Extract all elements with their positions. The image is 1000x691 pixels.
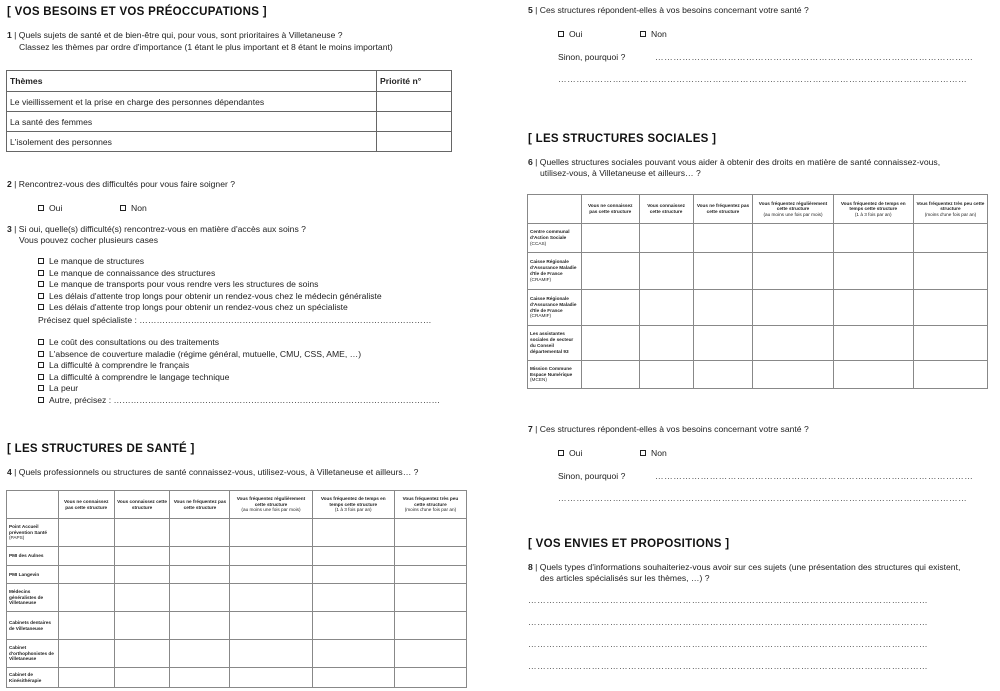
corner-cell [7,491,59,519]
answer-cell[interactable] [639,290,693,326]
priority-input[interactable] [377,92,452,112]
question-1 [7,30,457,41]
answer-cell[interactable] [913,361,987,389]
col-header [639,195,693,224]
priority-input[interactable] [377,112,452,132]
answer-cell[interactable] [639,224,693,253]
answer-cell[interactable] [58,566,114,584]
q8-answer-line[interactable]: …………………………………………………………………………………………………………………… [528,595,929,605]
q8-answer-line[interactable]: …………………………………………………………………………………………………………………… [528,661,929,671]
question-2 [7,179,235,190]
answer-cell[interactable] [394,668,466,688]
checkbox[interactable] [120,205,126,211]
table-row [528,224,988,253]
row-label [7,668,59,688]
col-header-text: Vous ne connaissez pas cette structure [588,203,633,214]
option-label: L'absence de couverture maladie (régime général, mutuelle, CMU, CSS, AME, …) [49,348,362,359]
theme-cell: La santé des femmes [7,112,377,132]
question-3-instruction: Vous pouvez cocher plusieurs cases [19,235,159,245]
table-row [7,584,467,612]
q3-option[interactable] [38,279,382,291]
answer-cell[interactable] [753,253,833,290]
table-row [7,547,467,566]
col-header-text: Vous fréquentez de temps en temps cette structure [320,496,386,507]
q7-no-option[interactable] [640,448,667,460]
checkbox[interactable] [38,270,44,276]
question-8-line2: des articles spécialisés sur les thèmes, …) ? [540,573,710,583]
answer-cell[interactable] [833,361,913,389]
answer-cell[interactable] [581,290,639,326]
checkbox[interactable] [38,339,44,345]
answer-cell[interactable] [394,519,466,547]
health-structures-table [6,490,467,688]
answer-cell[interactable] [833,290,913,326]
checkbox[interactable] [38,374,44,380]
answer-cell[interactable] [833,224,913,253]
answer-cell[interactable] [693,361,753,389]
col-header-note: (moins d'une fois par an) [404,507,457,513]
question-text: | Quelles structures sociales pouvant vous aider à obtenir des droits en matière de santé connaissez-vous, [535,157,941,167]
q3-option[interactable] [38,256,382,268]
table-row [7,612,467,640]
col-header-text: Vous connaissez cette structure [647,203,685,214]
answer-cell[interactable] [312,566,394,584]
option-label: Oui [569,448,583,458]
row-label-text: Cabinet d'orthophonistes de Villetaneuse [9,644,54,662]
answer-cell[interactable] [170,547,230,566]
col-header-note: (1 à 3 fois par an) [854,211,892,217]
q7-answer-line[interactable]: ……………………………………………………………………………………………………………………… [558,493,968,503]
question-text: | Ces structures répondent-elles à vos besoins concernant votre santé ? [535,424,809,434]
question-text: | Quels professionnels ou structures de santé connaissez-vous, utilisez-vous, à Villetaneuse et ailleurs… ? [14,467,419,477]
col-header [753,195,833,224]
question-text: | Rencontrez-vous des difficultés pour vous faire soigner ? [14,179,236,189]
themes-header: Thèmes [7,71,377,92]
option-label: Non [651,448,667,458]
q7-why-line[interactable]: …………………………………………………………………………………………… [655,471,974,481]
answer-cell[interactable] [114,668,170,688]
col-header [58,491,114,519]
answer-cell[interactable] [230,612,312,640]
q3-option[interactable] [38,268,382,280]
col-header-text: Vous ne fréquentez pas cette structure [696,203,750,214]
col-header [170,491,230,519]
question-3 [7,224,306,235]
table-row [7,132,452,152]
question-text: | Quels types d'informations souhaiteriez-vous avoir sur ces sujets (une présentation des structures qui existent, [535,562,961,572]
priority-header: Priorité n° [377,71,452,92]
col-header-text: Vous fréquentez très peu cette structure [916,200,985,212]
checkbox[interactable] [38,362,44,368]
row-label-text: Mission Commune Espace Numérique [530,365,573,377]
option-label: Le coût des consultations ou des traitements [49,337,220,347]
answer-cell[interactable] [639,253,693,290]
row-label-sub: (CRAMIF) [530,276,552,282]
question-7 [528,424,809,435]
option-label: Les délais d'attente trop longs pour obtenir un rendez-vous chez un spécialiste [49,302,348,313]
answer-cell[interactable] [581,326,639,361]
row-label-text: PMI Langevin [9,571,40,577]
answer-cell[interactable] [114,584,170,612]
answer-cell[interactable] [639,361,693,389]
answer-cell[interactable] [58,640,114,668]
row-label-text: Point Accueil prévention Santé [9,523,48,535]
option-label: Les délais d'attente trop longs pour obtenir un rendez-vous chez le médecin généraliste [49,290,382,301]
q3-option[interactable] [38,302,382,314]
row-label-text: Les assistantes sociales de secteur du Conseil départemental 93 [530,331,574,354]
question-text: | Quels sujets de santé et de bien-être qui, pour vous, sont prioritaires à Villetaneuse ? [14,30,343,40]
col-header-text: Vous ne connaissez pas cette structure [63,498,109,510]
q2-yes-option[interactable] [38,203,62,215]
col-header-note: (moins d'une fois par an) [924,211,977,217]
section-title-wishes: [ VOS ENVIES ET PROPOSITIONS ] [528,538,730,550]
checkbox[interactable] [38,397,44,403]
option-label: La peur [49,383,79,394]
col-header-note: (au moins une fois par mois) [241,507,301,513]
col-header-text: Vous fréquentez de temps en temps cette structure [840,200,906,212]
question-number: 7 [528,424,533,434]
col-header [693,195,753,224]
answer-cell[interactable] [693,326,753,361]
table-row [7,112,452,132]
option-label: Oui [569,29,583,39]
q5-answer-line[interactable]: ……………………………………………………………………………………………………………………… [558,74,968,84]
col-header [913,195,987,224]
q5-no-option[interactable] [640,29,667,41]
answer-cell[interactable] [170,584,230,612]
corner-cell [528,195,582,224]
answer-cell[interactable] [312,547,394,566]
col-header [114,491,170,519]
checkbox[interactable] [640,31,646,37]
row-label [7,566,59,584]
answer-cell[interactable] [312,584,394,612]
row-label [7,547,59,566]
col-header-text: Vous fréquentez très peu cette structure [402,496,459,507]
answer-cell[interactable] [312,640,394,668]
answer-cell[interactable] [230,566,312,584]
row-label-sub: (CRAMIF) [530,313,552,319]
table-row [528,361,988,389]
question-number: 6 [528,157,533,167]
table-row [528,290,988,326]
option-label: La difficulté à comprendre le français [49,360,190,371]
q3-option[interactable] [38,291,382,303]
col-header [581,195,639,224]
answer-cell[interactable] [693,224,753,253]
answer-cell[interactable] [581,224,639,253]
table-row [7,668,467,688]
answer-cell[interactable] [394,640,466,668]
section-title-social: [ LES STRUCTURES SOCIALES ] [528,133,717,145]
answer-cell[interactable] [114,640,170,668]
q3-option[interactable] [38,360,440,372]
answer-cell[interactable] [913,224,987,253]
row-label [7,519,59,547]
checkbox[interactable] [38,351,44,357]
answer-cell[interactable] [639,326,693,361]
answer-cell[interactable] [913,290,987,326]
checkbox[interactable] [558,450,564,456]
option-label: Autre, précisez : …………………………………………………………………………………………………… [49,394,441,405]
option-label: La difficulté à comprendre le langage technique [49,371,230,382]
answer-cell[interactable] [58,547,114,566]
row-label-sub: (MCEN) [530,377,547,383]
answer-cell[interactable] [170,612,230,640]
answer-cell[interactable] [753,290,833,326]
row-label-text: Caisse Régionale d'Assurance Maladie d'Ile de France [530,295,577,313]
option-label: Le manque de connaissance des structures [49,267,216,278]
answer-cell[interactable] [170,519,230,547]
col-header [833,195,913,224]
answer-cell[interactable] [230,640,312,668]
answer-cell[interactable] [170,640,230,668]
q5-why-label: Sinon, pourquoi ? [558,52,626,62]
answer-cell[interactable] [833,326,913,361]
question-number: 1 [7,30,12,40]
answer-cell[interactable] [312,612,394,640]
themes-table [6,70,452,152]
answer-cell[interactable] [394,584,466,612]
answer-cell[interactable] [394,547,466,566]
theme-cell: L'isolement des personnes [7,132,377,152]
option-label: Le manque de structures [49,256,145,266]
q7-yes-option[interactable] [558,448,582,460]
answer-cell[interactable] [913,326,987,361]
col-header [394,491,466,519]
q8-answer-line[interactable]: …………………………………………………………………………………………………………………… [528,639,929,649]
row-label-text: Caisse Régionale d'Assurance Maladie d'Ile de France [530,259,577,276]
row-label-sub: (PAPS) [9,535,25,541]
q2-no-option[interactable] [120,203,147,215]
col-header-note: (au moins une fois par mois) [763,211,823,217]
answer-cell[interactable] [114,519,170,547]
theme-cell: Le vieillissement et la prise en charge des personnes dépendantes [7,92,377,112]
answer-cell[interactable] [58,519,114,547]
row-label-text: Centre communal d'Action Sociale [530,229,570,241]
answer-cell[interactable] [58,584,114,612]
checkbox[interactable] [38,293,44,299]
col-header-text: Vous fréquentez régulièrement cette structure [758,200,828,212]
row-label [7,584,59,612]
checkbox[interactable] [38,304,44,310]
question-8 [528,562,988,573]
answer-cell[interactable] [581,361,639,389]
checkbox[interactable] [38,258,44,264]
question-5 [528,5,809,16]
section-title-needs: [ VOS BESOINS ET VOS PRÉOCCUPATIONS ] [7,6,267,18]
answer-cell[interactable] [693,253,753,290]
answer-cell[interactable] [394,566,466,584]
option-label: Oui [49,203,63,213]
answer-cell[interactable] [230,668,312,688]
social-structures-table [527,194,988,389]
table-row [528,253,988,290]
row-label [7,640,59,668]
q5-yes-option[interactable] [558,29,582,41]
col-header-text: Vous ne fréquentez pas cette structure [173,498,227,510]
option-label: Non [651,29,667,39]
question-text: | Ces structures répondent-elles à vos besoins concernant votre santé ? [535,5,809,15]
col-header [312,491,394,519]
answer-cell[interactable] [114,612,170,640]
option-label: Le manque de transports pour vous rendre vers les structures de soins [49,279,319,290]
answer-cell[interactable] [312,668,394,688]
answer-cell[interactable] [58,668,114,688]
question-number: 2 [7,179,12,189]
answer-cell[interactable] [230,519,312,547]
table-row [528,326,988,361]
priority-input[interactable] [377,132,452,152]
row-label [528,326,582,361]
checkbox[interactable] [38,205,44,211]
row-label [7,612,59,640]
question-number: 8 [528,562,533,572]
section-title-health: [ LES STRUCTURES DE SANTÉ ] [7,443,195,455]
answer-cell[interactable] [394,612,466,640]
q5-why-line[interactable]: …………………………………………………………………………………………… [655,52,974,62]
answer-cell[interactable] [230,584,312,612]
q3-options-b [38,337,440,407]
q3-option[interactable] [38,383,440,395]
question-number: 5 [528,5,533,15]
answer-cell[interactable] [114,547,170,566]
question-1-instruction: Classez les thèmes par ordre d'importance (1 étant le plus important et 8 étant le moins important) [19,42,393,52]
answer-cell[interactable] [170,566,230,584]
q8-answer-line[interactable]: …………………………………………………………………………………………………………………… [528,617,929,627]
row-label [528,361,582,389]
checkbox[interactable] [38,385,44,391]
answer-cell[interactable] [913,253,987,290]
question-6-line2: utilisez-vous, à Villetaneuse et ailleurs… ? [540,168,701,178]
row-label [528,253,582,290]
q3-option[interactable] [38,395,440,407]
q3-options-a [38,256,382,314]
answer-cell[interactable] [114,566,170,584]
q3-option[interactable] [38,372,440,384]
specialist-field[interactable]: Précisez quel spécialiste : ………………………………………………………………………………………… [38,315,432,325]
answer-cell[interactable] [693,290,753,326]
row-label-text: Cabinet de Kinésithérapie [9,671,42,683]
col-header-text: Vous fréquentez régulièrement cette structure [236,496,306,507]
col-header-text: Vous connaissez cette structure [117,498,168,510]
checkbox[interactable] [558,31,564,37]
answer-cell[interactable] [753,224,833,253]
checkbox[interactable] [640,450,646,456]
question-4 [7,467,418,478]
q3-option[interactable] [38,337,440,349]
question-number: 4 [7,467,12,477]
answer-cell[interactable] [753,326,833,361]
answer-cell[interactable] [170,668,230,688]
q7-why-label: Sinon, pourquoi ? [558,471,626,481]
col-header-note: (1 à 3 fois par an) [334,507,372,513]
row-label-sub: (CCAS) [530,240,547,246]
table-row [7,92,452,112]
row-label-text: PMI des Aulnes [9,553,44,559]
question-text: | Si oui, quelle(s) difficulté(s) rencontrez-vous en matière d'accès aux soins ? [14,224,306,234]
row-label-text: Cabinets dentaires de Villetaneuse [9,619,51,631]
row-label [528,224,582,253]
q3-option[interactable] [38,349,440,361]
question-6 [528,157,968,168]
col-header [230,491,312,519]
table-row [7,519,467,547]
row-label [528,290,582,326]
checkbox[interactable] [38,281,44,287]
option-label: Non [131,203,147,213]
answer-cell[interactable] [312,519,394,547]
question-number: 3 [7,224,12,234]
answer-cell[interactable] [753,361,833,389]
answer-cell[interactable] [230,547,312,566]
row-label-text: Médecins généralistes de Villetaneuse [9,588,44,606]
table-row [7,640,467,668]
table-row [7,566,467,584]
answer-cell[interactable] [833,253,913,290]
answer-cell[interactable] [581,253,639,290]
answer-cell[interactable] [58,612,114,640]
